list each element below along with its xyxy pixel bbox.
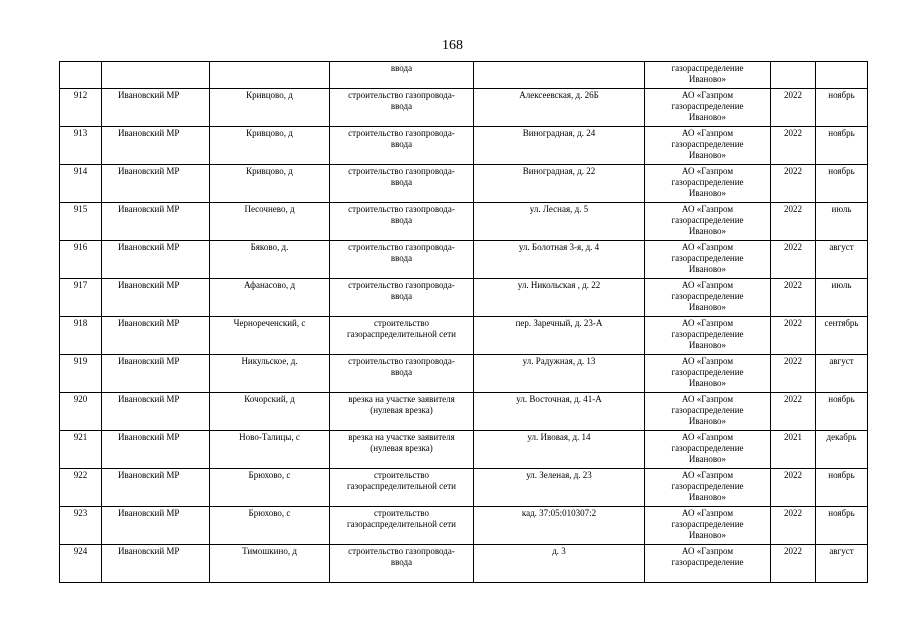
cell-organization	[645, 89, 771, 127]
cell-organization-line: газораспределение	[671, 215, 744, 225]
cell-district-text: Ивановский МР	[118, 280, 180, 290]
cell-work-line: строительство	[374, 318, 429, 328]
table-row	[60, 469, 868, 507]
cell-month: август	[816, 241, 868, 279]
cell-month: сентябрь	[816, 317, 868, 355]
cell-district-text: Ивановский МР	[118, 470, 180, 480]
cell-work-line: ввода	[390, 177, 413, 187]
cell-district-text: Ивановский МР	[118, 432, 180, 442]
cell-organization	[645, 127, 771, 165]
cell-organization	[645, 393, 771, 431]
cell-month: июль	[816, 279, 868, 317]
cell-number	[60, 62, 102, 89]
cell-organization-line: Иваново»	[688, 492, 727, 502]
cell-work-line: строительство газопровода-	[348, 90, 455, 100]
cell-organization-line: АО «Газпром	[681, 128, 734, 138]
cell-district	[102, 165, 210, 203]
cell-work	[330, 317, 474, 355]
cell-work	[330, 545, 474, 583]
cell-work	[330, 89, 474, 127]
cell-organization-line: АО «Газпром	[681, 90, 734, 100]
cell-organization-line: газораспределение	[671, 443, 744, 453]
cell-organization-line: АО «Газпром	[681, 356, 734, 366]
cell-district	[102, 62, 210, 89]
cell-organization-line: Иваново»	[688, 264, 727, 274]
cell-organization-line: Иваново»	[688, 378, 727, 388]
cell-organization-line: газораспределение	[671, 63, 744, 73]
gasification-table	[59, 61, 868, 583]
cell-organization-line: газораспределение	[671, 253, 744, 263]
cell-district	[102, 89, 210, 127]
table-body	[60, 62, 868, 583]
cell-district-text: Ивановский МР	[118, 204, 180, 214]
cell-number: 923	[60, 507, 102, 545]
cell-address: пер. Заречный, д. 23-А	[474, 317, 645, 355]
cell-work-line: строительство газопровода-	[348, 280, 455, 290]
cell-organization-line: Иваново»	[688, 340, 727, 350]
cell-organization	[645, 241, 771, 279]
cell-locality: Афанасово, д	[210, 279, 330, 317]
cell-district	[102, 203, 210, 241]
cell-number: 914	[60, 165, 102, 203]
cell-work	[330, 469, 474, 507]
cell-year: 2022	[771, 393, 816, 431]
cell-organization-line: АО «Газпром	[681, 280, 734, 290]
cell-month: декабрь	[816, 431, 868, 469]
table-row	[60, 545, 868, 583]
cell-year: 2022	[771, 355, 816, 393]
cell-locality: Кочорский, д	[210, 393, 330, 431]
cell-organization	[645, 317, 771, 355]
cell-locality: Чернореченский, с	[210, 317, 330, 355]
cell-organization-line: АО «Газпром	[681, 432, 734, 442]
cell-district-text: Ивановский МР	[118, 318, 180, 328]
cell-month: ноябрь	[816, 507, 868, 545]
cell-number: 921	[60, 431, 102, 469]
table-row	[60, 279, 868, 317]
cell-work-line: ввода	[390, 63, 413, 73]
cell-locality: Песочнево, д	[210, 203, 330, 241]
cell-address: ул. Ивовая, д. 14	[474, 431, 645, 469]
cell-number: 918	[60, 317, 102, 355]
cell-work	[330, 241, 474, 279]
cell-organization-line: АО «Газпром	[681, 204, 734, 214]
cell-work-line: (нулевая врезка)	[370, 443, 433, 453]
cell-number: 915	[60, 203, 102, 241]
cell-organization-line: Иваново»	[688, 188, 727, 198]
cell-year: 2022	[771, 127, 816, 165]
cell-locality	[210, 62, 330, 89]
cell-organization-line: газораспределение	[671, 101, 744, 111]
cell-organization-line: газораспределение	[671, 291, 744, 301]
cell-organization-line: АО «Газпром	[681, 166, 734, 176]
cell-organization-line: Иваново»	[688, 150, 727, 160]
cell-district	[102, 469, 210, 507]
cell-organization-line: Иваново»	[688, 530, 727, 540]
cell-address: ул. Никольская , д. 22	[474, 279, 645, 317]
cell-work-line: строительство	[374, 508, 429, 518]
cell-organization	[645, 62, 771, 89]
cell-locality: Ново-Талицы, с	[210, 431, 330, 469]
cell-work-line: врезка на участке заявителя	[348, 432, 455, 442]
table-row	[60, 127, 868, 165]
cell-work	[330, 355, 474, 393]
cell-work-line: газораспределительной сети	[346, 329, 456, 339]
table-row-continuation	[60, 62, 868, 89]
cell-district-text: Ивановский МР	[118, 242, 180, 252]
table-row	[60, 355, 868, 393]
cell-work-line: ввода	[390, 253, 413, 263]
cell-work	[330, 279, 474, 317]
cell-organization	[645, 469, 771, 507]
cell-work-line: врезка на участке заявителя	[348, 394, 455, 404]
cell-district-text: Ивановский МР	[118, 128, 180, 138]
cell-number: 917	[60, 279, 102, 317]
cell-work	[330, 127, 474, 165]
cell-organization-line: газораспределение	[671, 557, 744, 567]
cell-organization	[645, 431, 771, 469]
cell-district-text: Ивановский МР	[118, 90, 180, 100]
page-number: 168	[442, 38, 463, 53]
cell-district	[102, 127, 210, 165]
cell-locality: Тимошкино, д	[210, 545, 330, 583]
cell-month: август	[816, 355, 868, 393]
cell-work-line: газораспределительной сети	[346, 519, 456, 529]
cell-locality: Брюхово, с	[210, 507, 330, 545]
cell-district	[102, 279, 210, 317]
cell-year: 2022	[771, 279, 816, 317]
cell-address: Алексеевская, д. 26Б	[474, 89, 645, 127]
cell-district-text: Ивановский МР	[118, 356, 180, 366]
cell-organization	[645, 545, 771, 583]
cell-address: ул. Радужная, д. 13	[474, 355, 645, 393]
cell-year: 2022	[771, 507, 816, 545]
cell-work-line: ввода	[390, 101, 413, 111]
cell-work-line: газораспределительной сети	[346, 481, 456, 491]
cell-work	[330, 431, 474, 469]
cell-work-line: ввода	[390, 557, 413, 567]
cell-organization	[645, 165, 771, 203]
table-row	[60, 393, 868, 431]
cell-address: ул. Болотная 3-я, д. 4	[474, 241, 645, 279]
cell-locality: Кривцово, д	[210, 165, 330, 203]
cell-address: ул. Лесная, д. 5	[474, 203, 645, 241]
cell-year: 2022	[771, 317, 816, 355]
cell-organization-line: газораспределение	[671, 405, 744, 415]
cell-work	[330, 62, 474, 89]
cell-work	[330, 393, 474, 431]
cell-organization-line: Иваново»	[688, 74, 727, 84]
cell-address: Виноградная, д. 22	[474, 165, 645, 203]
cell-organization	[645, 203, 771, 241]
table-row	[60, 89, 868, 127]
cell-work	[330, 203, 474, 241]
cell-year: 2022	[771, 469, 816, 507]
cell-address: д. 3	[474, 545, 645, 583]
cell-locality: Брюхово, с	[210, 469, 330, 507]
cell-work-line: строительство газопровода-	[348, 242, 455, 252]
cell-year: 2022	[771, 241, 816, 279]
cell-month: ноябрь	[816, 469, 868, 507]
cell-month: ноябрь	[816, 393, 868, 431]
cell-number: 919	[60, 355, 102, 393]
cell-organization-line: Иваново»	[688, 416, 727, 426]
cell-organization-line: газораспределение	[671, 329, 744, 339]
cell-year: 2022	[771, 89, 816, 127]
cell-number: 913	[60, 127, 102, 165]
cell-district-text: Ивановский МР	[118, 166, 180, 176]
table-row	[60, 203, 868, 241]
cell-work-line: строительство газопровода-	[348, 204, 455, 214]
table-row	[60, 507, 868, 545]
cell-organization-line: АО «Газпром	[681, 546, 734, 556]
cell-work	[330, 507, 474, 545]
cell-work-line: ввода	[390, 367, 413, 377]
table-row	[60, 241, 868, 279]
cell-district	[102, 431, 210, 469]
cell-district-text: Ивановский МР	[118, 508, 180, 518]
table-row	[60, 165, 868, 203]
cell-work-line: ввода	[390, 139, 413, 149]
cell-organization	[645, 507, 771, 545]
cell-year: 2022	[771, 203, 816, 241]
cell-organization-line: АО «Газпром	[681, 508, 734, 518]
cell-district	[102, 545, 210, 583]
cell-number: 924	[60, 545, 102, 583]
cell-district-text: Ивановский МР	[118, 394, 180, 404]
cell-month: июль	[816, 203, 868, 241]
cell-organization-line: Иваново»	[688, 112, 727, 122]
cell-work-line: строительство газопровода-	[348, 128, 455, 138]
cell-organization-line: газораспределение	[671, 367, 744, 377]
cell-month: ноябрь	[816, 127, 868, 165]
cell-organization	[645, 279, 771, 317]
cell-work-line: строительство газопровода-	[348, 166, 455, 176]
cell-district	[102, 393, 210, 431]
cell-organization-line: Иваново»	[688, 454, 727, 464]
cell-district	[102, 241, 210, 279]
cell-month: ноябрь	[816, 165, 868, 203]
cell-organization-line: АО «Газпром	[681, 318, 734, 328]
cell-month: ноябрь	[816, 89, 868, 127]
cell-organization-line: Иваново»	[688, 226, 727, 236]
cell-organization-line: газораспределение	[671, 177, 744, 187]
cell-work	[330, 165, 474, 203]
cell-number: 916	[60, 241, 102, 279]
cell-organization	[645, 355, 771, 393]
cell-work-line: ввода	[390, 215, 413, 225]
cell-number: 922	[60, 469, 102, 507]
cell-district	[102, 355, 210, 393]
cell-organization-line: АО «Газпром	[681, 242, 734, 252]
cell-number: 920	[60, 393, 102, 431]
cell-locality: Бяково, д.	[210, 241, 330, 279]
cell-work-line: ввода	[390, 291, 413, 301]
cell-work-line: строительство	[374, 470, 429, 480]
cell-month: август	[816, 545, 868, 583]
cell-organization-line: газораспределение	[671, 519, 744, 529]
cell-year: 2022	[771, 545, 816, 583]
cell-address	[474, 62, 645, 89]
cell-year: 2021	[771, 431, 816, 469]
cell-district-text: Ивановский МР	[118, 546, 180, 556]
cell-district	[102, 317, 210, 355]
table-row	[60, 317, 868, 355]
cell-locality: Кривцово, д	[210, 127, 330, 165]
cell-address: кад. 37:05:010307:2	[474, 507, 645, 545]
cell-month	[816, 62, 868, 89]
cell-address: ул. Восточная, д. 41-А	[474, 393, 645, 431]
table-row	[60, 431, 868, 469]
cell-locality: Никульское, д.	[210, 355, 330, 393]
cell-number: 912	[60, 89, 102, 127]
cell-organization-line: газораспределение	[671, 481, 744, 491]
cell-organization-line: Иваново»	[688, 302, 727, 312]
cell-organization-line: АО «Газпром	[681, 470, 734, 480]
cell-year: 2022	[771, 165, 816, 203]
cell-organization-line: газораспределение	[671, 139, 744, 149]
cell-address: Виноградная, д. 24	[474, 127, 645, 165]
cell-work-line: строительство газопровода-	[348, 546, 455, 556]
cell-organization-line: АО «Газпром	[681, 394, 734, 404]
cell-locality: Кривцово, д	[210, 89, 330, 127]
cell-year	[771, 62, 816, 89]
cell-work-line: (нулевая врезка)	[370, 405, 433, 415]
cell-district	[102, 507, 210, 545]
cell-address: ул. Зеленая, д. 23	[474, 469, 645, 507]
cell-work-line: строительство газопровода-	[348, 356, 455, 366]
